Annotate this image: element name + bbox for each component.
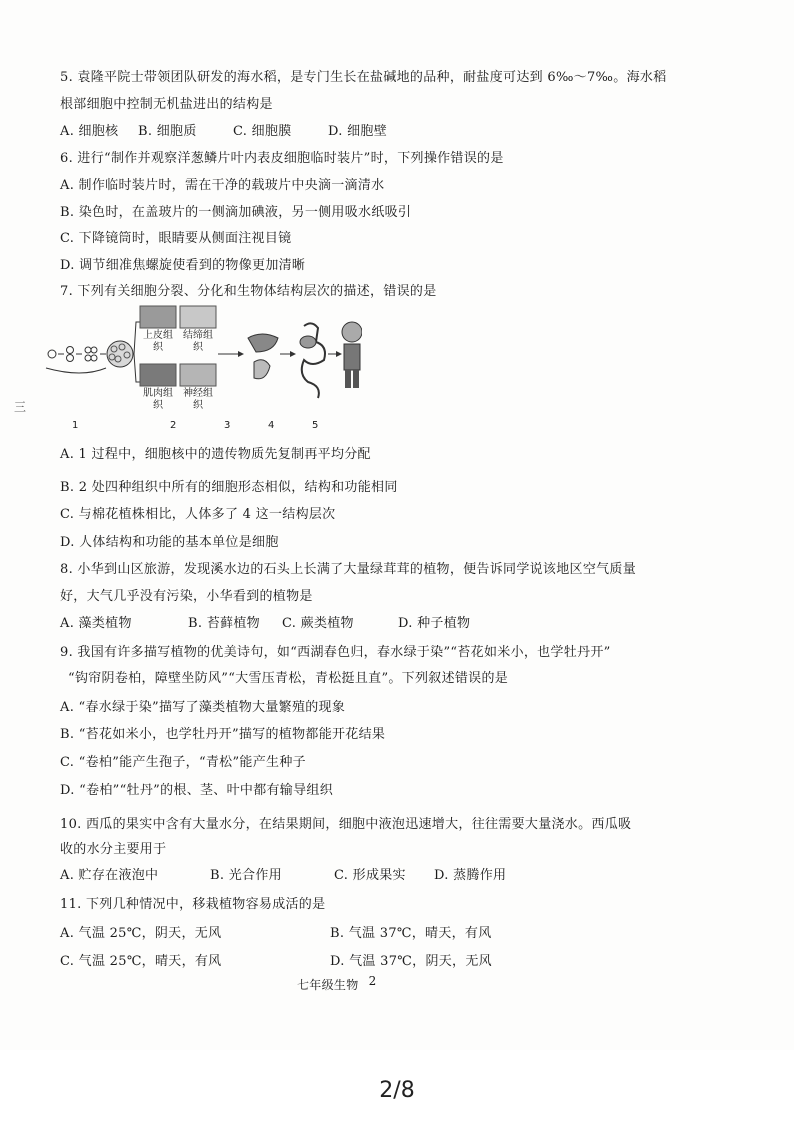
cell [67, 347, 74, 354]
q6-option-b: B. 染色时，在盖玻片的一侧滴加碘液，另一侧用吸水纸吸引 [60, 205, 412, 220]
q5-stem-line1: 5. 袁隆平院士带领团队研发的海水稻，是专门生长在盐碱地的品种，耐盐度可达到 6‰～7‰。海水稻 [60, 70, 667, 85]
person-body [344, 344, 360, 370]
person-head [342, 322, 362, 342]
q11-options-row2 [60, 950, 740, 969]
q9-option-b: B. “苔花如米小，也学牡丹开”描写的植物都能开花结果 [60, 727, 386, 742]
muscle-tissue-image [140, 364, 176, 386]
q11-option-a: A. 气温 25℃，阴天，无风 [60, 926, 222, 941]
q10-option-a: A. 贮存在液泡中 [60, 868, 159, 883]
q7-option-b: B. 2 处四种组织中所有的细胞形态相似，结构和功能相同 [60, 480, 398, 495]
liver-organ [248, 334, 278, 352]
q8-option-b: B. 苔藓植物 [188, 616, 260, 631]
q10-option-d: D. 蒸腾作用 [434, 868, 507, 883]
q8-option-d: D. 种子植物 [398, 616, 471, 631]
q10-stem-line2: 收的水分主要用于 [60, 842, 167, 857]
q11-option-b: B. 气温 37℃，晴天，有风 [330, 926, 492, 941]
process-1-bracket [46, 368, 106, 373]
step-label-1: 1 [72, 420, 79, 431]
q6-option-d: D. 调节细准焦螺旋使看到的物像更加清晰 [60, 258, 306, 273]
q10-stem-line1: 10. 西瓜的果实中含有大量水分，在结果期间，细胞中液泡迅速增大，往往需要大量浇水。西瓜吸 [60, 817, 632, 832]
q7-option-c: C. 与棉花植株相比，人体多了 4 这一结构层次 [60, 507, 336, 522]
step-label-3: 3 [224, 420, 231, 431]
digestive-system [302, 323, 325, 398]
q5-option-c: C. 细胞膜 [233, 124, 292, 139]
stomach-organ [254, 360, 270, 379]
single-cell [48, 350, 56, 358]
q11-option-d: D. 气温 37℃，阴天，无风 [330, 954, 492, 969]
page-indicator: 2/8 [379, 1078, 415, 1103]
q6-option-a: A. 制作临时装片时，需在干净的载玻片中央滴一滴清水 [60, 178, 385, 193]
q8-option-a: A. 藻类植物 [60, 616, 132, 631]
q10-option-c: C. 形成果实 [334, 868, 406, 883]
q5-option-b: B. 细胞质 [138, 124, 197, 139]
cell [85, 355, 91, 361]
q9-option-a: A. “春水绿于染”描写了藻类植物大量繁殖的现象 [60, 700, 346, 715]
q5-option-d: D. 细胞壁 [328, 124, 388, 139]
figure-drawing [42, 302, 362, 437]
epithelial-tissue-image [140, 306, 176, 328]
cell [91, 355, 97, 361]
q11-option-c: C. 气温 25℃，晴天，有风 [60, 954, 222, 969]
cell [67, 355, 74, 362]
q9-stem-line2: “钩帘阴卷柏，障壁坐防风”“大雪压青松，青松挺且直”。下列叙述错误的是 [68, 671, 509, 686]
q5-option-a: A. 细胞核 [60, 124, 119, 139]
connective-tissue-image [180, 306, 216, 328]
footer-page-number: 2 [368, 974, 377, 988]
step-label-2: 2 [170, 420, 177, 431]
tissue-label-muscle: 肌肉组织 [143, 388, 173, 411]
tissue-label-nerve: 神经组织 [183, 388, 213, 411]
q8-options [60, 612, 470, 631]
q8-option-c: C. 蕨类植物 [282, 616, 354, 631]
q5-stem-line2: 根部细胞中控制无机盐进出的结构是 [60, 97, 273, 112]
q9-option-c: C. “卷柏”能产生孢子，“青松”能产生种子 [60, 755, 306, 770]
q7-stem: 7. 下列有关细胞分裂、分化和生物体结构层次的描述，错误的是 [60, 284, 437, 299]
footer-subject: 七年级生物 [297, 978, 359, 992]
page-footer [297, 974, 377, 993]
q6-stem: 6. 进行“制作并观察洋葱鳞片叶内表皮细胞临时装片”时，下列操作错误的是 [60, 151, 504, 166]
q9-stem-line1: 9. 我国有许多描写植物的优美诗句，如“西湖春色归，春水绿于染”“苔花如米小，也学牡丹开” [60, 645, 611, 660]
q7-option-d: D. 人体结构和功能的基本单位是细胞 [60, 535, 279, 550]
step-label-5: 5 [312, 420, 319, 431]
tissue-label-epithelial: 上皮组织 [143, 330, 173, 353]
q10-options [60, 864, 506, 883]
branch-line [134, 354, 140, 382]
nerve-tissue-image [180, 364, 216, 386]
cell [91, 347, 97, 353]
tissue-label-connective: 结缔组织 [183, 330, 213, 353]
q6-option-c: C. 下降镜筒时，眼睛要从侧面注视目镜 [60, 231, 292, 246]
q8-stem-line2: 好，大气几乎没有污染，小华看到的植物是 [60, 589, 313, 604]
step-label-4: 4 [268, 420, 275, 431]
q7-option-a: A. 1 过程中，细胞核中的遗传物质先复制再平均分配 [60, 447, 371, 462]
q11-options-row1 [60, 922, 740, 941]
q10-option-b: B. 光合作用 [210, 868, 282, 883]
cell-differentiation-figure [42, 302, 362, 437]
q11-stem: 11. 下列几种情况中，移栽植物容易成活的是 [60, 897, 326, 912]
q5-options [60, 120, 387, 139]
cell [85, 347, 91, 353]
q9-option-d: D. “卷柏”“牡丹”的根、茎、叶中都有输导组织 [60, 783, 334, 798]
side-margin-mark: 三 [14, 400, 27, 414]
q8-stem-line1: 8. 小华到山区旅游，发现溪水边的石头上长满了大量绿茸茸的植物，便告诉同学说该地区空气质量 [60, 562, 637, 577]
